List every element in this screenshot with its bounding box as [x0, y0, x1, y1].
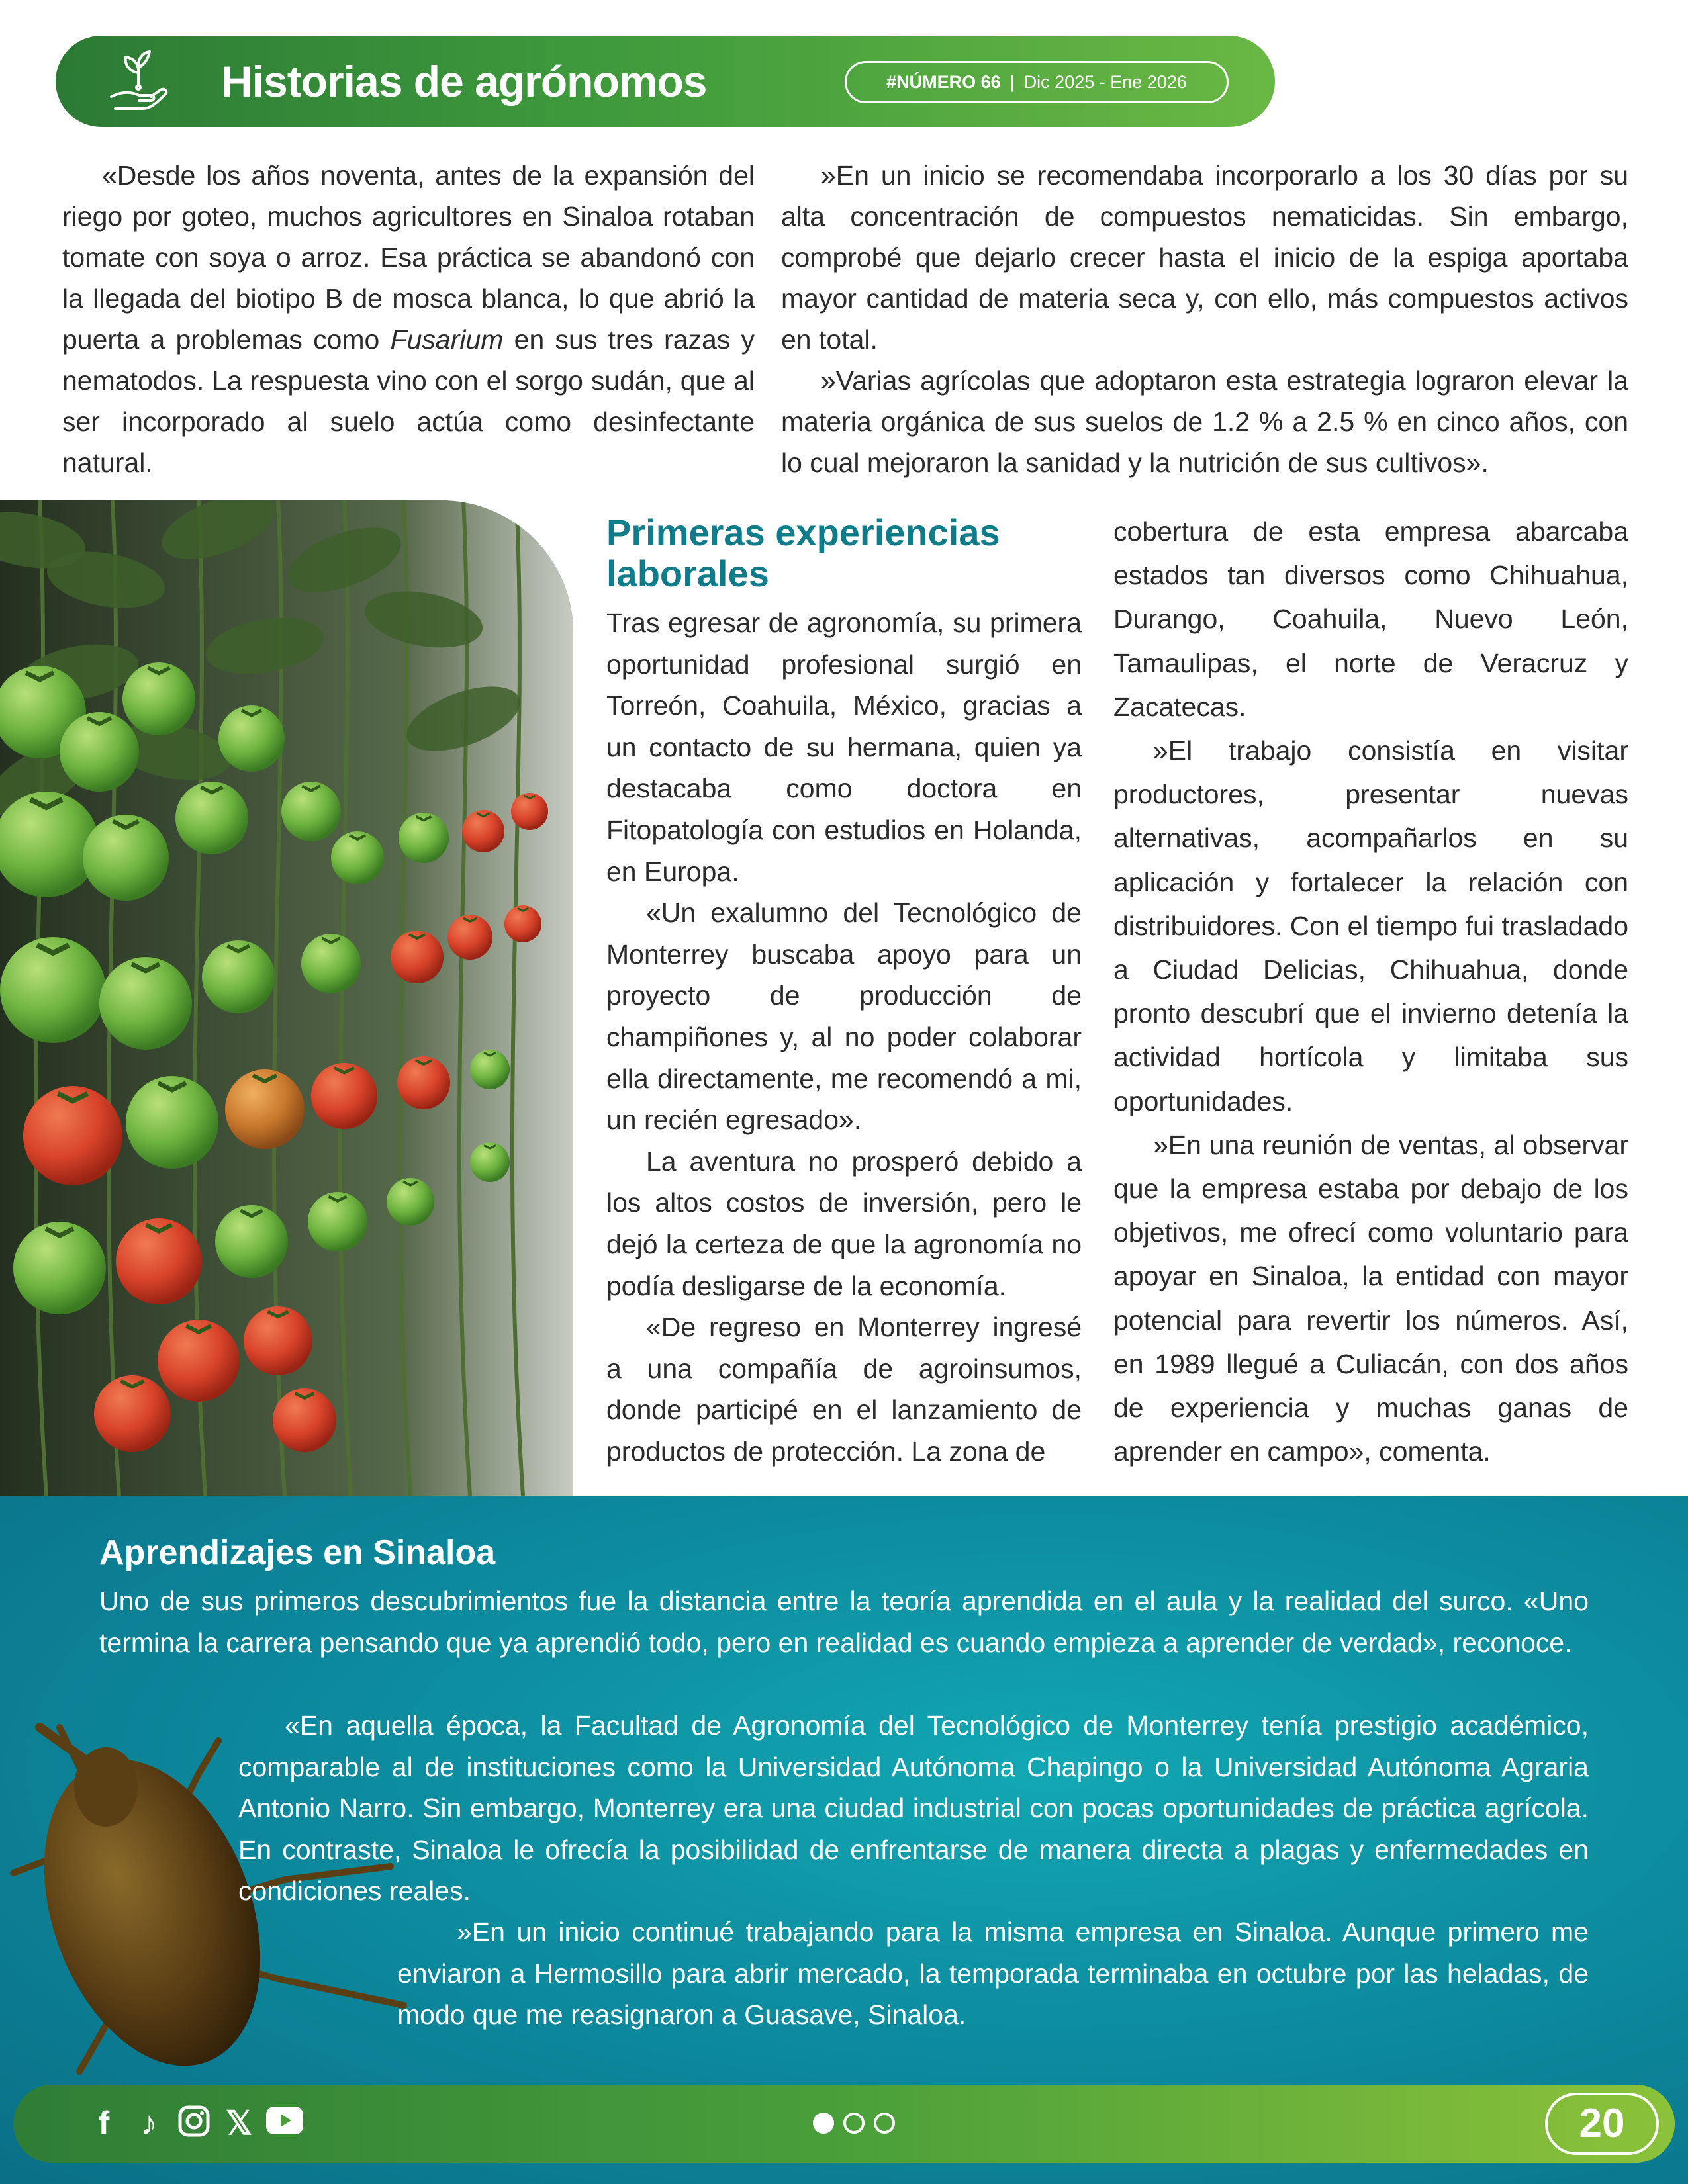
paragraph: «Desde los años noventa, antes de la expansión del riego por goteo, muchos agricultores en Sinaloa rotaban tomate con soya o arroz. Esa práctica se abandonó con la llegada del biotipo B de mosca blanca, lo que abrió la puerta a problemas como Fusarium en sus tres razas y nematodos. La respuesta vino con el sorgo sudán, que al ser incorporado al suelo actúa como desinfectante natural.	[62, 160, 755, 478]
paragraph: »El trabajo consistía en visitar productores, presentar nuevas alternativas, acompañarlos en su aplicación y fortalecer la relación con distribuidores. Con el tiempo fui trasladado a Ciudad Delicias, Chihuahua, donde pronto descubrí que el invierno detenía la actividad hortícola y limitaba sus oportunidades.	[1113, 735, 1628, 1116]
page-dot-active[interactable]	[813, 2113, 834, 2134]
page-number: 20	[1545, 2093, 1659, 2155]
hand-plant-icon	[102, 45, 175, 118]
issue-number: #NÚMERO 66	[886, 71, 1001, 92]
issue-badge	[845, 61, 1229, 103]
section1-column-a	[606, 602, 1082, 1472]
paragraph: «En aquella época, la Facultad de Agronomía del Tecnológico de Monterrey tenía prestigio académico, comparable al de instituciones como la Universidad Autónoma Chapingo o la Universidad Autónoma Agraria Antonio Narro. Sin embargo, Monterrey era una ciudad industrial con pocas oportunidades de práctica agrícola. En contraste, Sinaloa le ofrecía la posibilidad de enfrentarse de manera directa a plagas y enfermedades en condiciones reales.	[238, 1710, 1589, 1906]
tiktok-icon[interactable]: ♪	[140, 2105, 158, 2142]
paragraph: Tras egresar de agronomía, su primera oportunidad profesional surgió en Torreón, Coahuila, México, gracias a un contacto de su hermana, quien ya destacaba como doctora en Fitopatología con estudios en Holanda, en Europa.	[606, 608, 1082, 887]
facebook-icon[interactable]: f	[98, 2105, 110, 2142]
tomato-plants-photo	[0, 500, 573, 1496]
intro-column-left	[62, 155, 755, 483]
magazine-section-title: Historias de agrónomos	[221, 57, 707, 106]
footer-bar	[13, 2085, 1675, 2163]
section-heading-aprendizajes: Aprendizajes en Sinaloa	[99, 1533, 496, 1572]
instagram-icon[interactable]	[176, 2105, 212, 2142]
paragraph: cobertura de esta empresa abarcaba estados tan diversos como Chihuahua, Durango, Coahuila, Nuevo León, Tamaulipas, el norte de Veracruz y Zacatecas.	[1113, 516, 1628, 722]
paragraph: »En una reunión de ventas, al observar que la empresa estaba por debajo de los objetivos, me ofrecí como voluntario para apoyar en Sinaloa, la entidad con mayor potencial para revertir los números. Así, en 1989 llegué a Culiacán, con dos años de experiencia y muchas ganas de aprender en campo», comenta.	[1113, 1129, 1628, 1467]
paragraph: »Varias agrícolas que adoptaron esta estrategia lograron elevar la materia orgánica de sus suelos de 1.2 % a 2.5 % en cinco años, con lo cual mejoraron la sanidad y la nutrición de sus cultivos».	[781, 365, 1628, 478]
social-icons	[86, 2105, 302, 2142]
youtube-icon[interactable]	[266, 2105, 302, 2142]
paragraph: »En un inicio se recomendaba incorporarlo a los 30 días por su alta concentración de compuestos nematicidas. Sin embargo, comprobé que dejarlo crecer hasta el inicio de la espiga aportaba mayor cantidad de materia seca y, con ello, más compuestos activos en total.	[781, 160, 1628, 355]
issue-separator: |	[1009, 71, 1015, 92]
header-bar	[56, 36, 1275, 127]
section-heading-primeras-experiencias: Primeras experiencias laborales	[606, 512, 1000, 594]
paragraph: Uno de sus primeros descubrimientos fue la distancia entre la teoría aprendida en el aula y la realidad del surco. «Uno termina la carrera pensando que ya aprendió todo, pero en realidad es cuando empieza a aprender de verdad», reconoce.	[99, 1586, 1589, 1658]
paragraph: »En un inicio continué trabajando para la misma empresa en Sinaloa. Aunque primero me enviaron a Hermosillo para abrir mercado, la temporada terminaba en octubre por las heladas, de modo que me reasignaron a Guasave, Sinaloa.	[397, 1917, 1589, 2030]
italic-term: Fusarium	[390, 324, 504, 355]
paragraph: «De regreso en Monterrey ingresé a una compañía de agroinsumos, donde participé en el lanzamiento de productos de protección. La zona de	[606, 1312, 1082, 1467]
page-indicator	[813, 2113, 895, 2134]
paragraph: La aventura no prosperó debido a los altos costos de inversión, pero le dejó la certeza de que la agronomía no podía desligarse de la economía.	[606, 1146, 1082, 1301]
section1-column-b	[1113, 510, 1628, 1473]
page-dot[interactable]	[843, 2113, 865, 2134]
issue-dates: Dic 2025 - Ene 2026	[1023, 71, 1187, 92]
x-icon[interactable]: 𝕏	[225, 2105, 253, 2142]
page-dot[interactable]	[874, 2113, 895, 2134]
intro-column-right	[781, 155, 1628, 483]
paragraph: «Un exalumno del Tecnológico de Monterrey buscaba apoyo para un proyecto de producción de champiñones y, al no poder colaborar ella directamente, me recomendó a mi, un recién egresado».	[606, 897, 1082, 1136]
